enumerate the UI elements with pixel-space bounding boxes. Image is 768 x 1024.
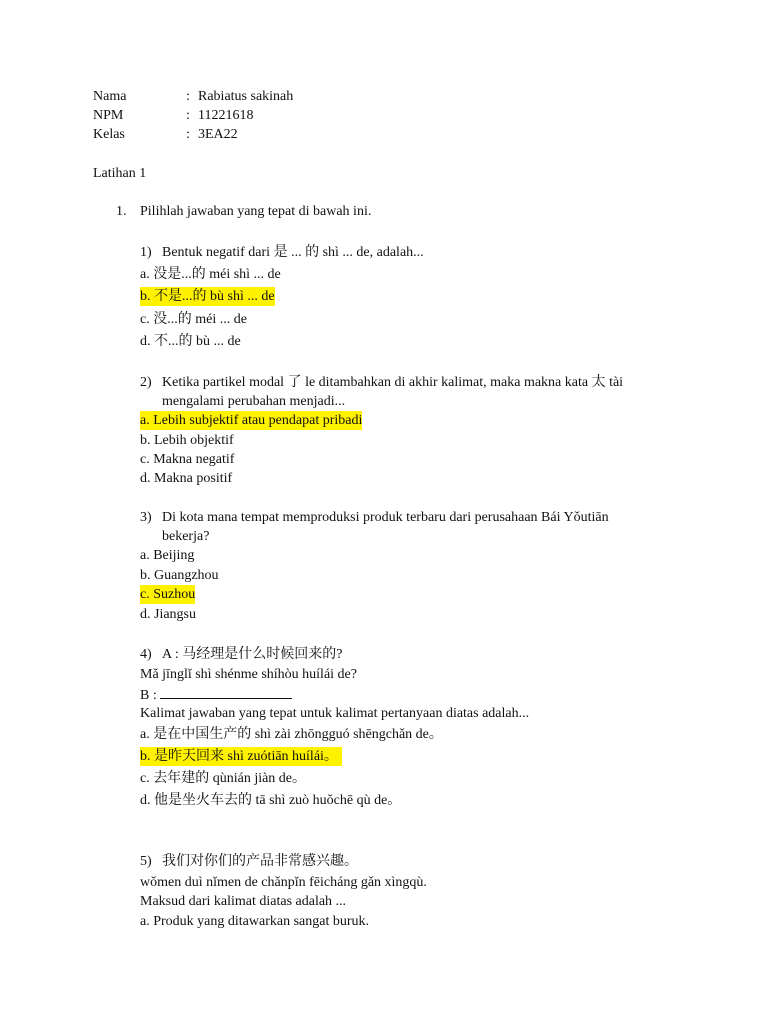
option-b: b. Lebih objektif (140, 433, 234, 448)
option-d: d. Jiangsu (140, 607, 196, 622)
question-text-line-2: bekerja? (162, 529, 210, 544)
option-a-highlighted: a. Lebih subjektif atau pendapat pribadi (140, 413, 363, 428)
question-pinyin: wǒmen duì nǐmen de chǎnpǐn fēicháng gǎn xìngqù. (140, 875, 427, 890)
header-label-npm: NPM (93, 108, 124, 123)
header-colon: : (186, 127, 190, 142)
question-prompt: Kalimat jawaban yang tepat untuk kalimat pertanyaan diatas adalah... (140, 706, 530, 721)
question-number: 1) (140, 245, 152, 260)
question-number: 3) (140, 510, 152, 525)
question-text-line-2: mengalami perubahan menjadi... (162, 394, 346, 409)
question-text-line-1: Di kota mana tempat memproduksi produk terbaru dari perusahaan Bái Yǒutiān (162, 510, 609, 525)
option-c-highlighted: c. Suzhou (140, 587, 196, 602)
dialog-speaker-b (140, 685, 292, 705)
question-number: 4) (140, 647, 152, 662)
header-value-nama: Rabiatus sakinah (198, 89, 294, 104)
dialog-speaker-a: A : 马经理是什么时候回来的? (162, 647, 343, 662)
instruction-text: Pilihlah jawaban yang tepat di bawah ini. (140, 204, 372, 219)
option-d: d. 他是坐火车去的 tā shì zuò huǒchē qù de。 (140, 793, 402, 808)
question-number: 2) (140, 375, 152, 390)
question-text-line-1: Ketika partikel modal 了 le ditambahkan di akhir kalimat, maka makna kata 太 tài (162, 375, 624, 390)
option-b: b. Guangzhou (140, 568, 219, 583)
option-c: c. 没...的 méi ... de (140, 312, 247, 327)
question-text: Bentuk negatif dari 是 ... 的 shì ... de, adalah... (162, 245, 424, 260)
header-colon: : (186, 89, 190, 104)
option-b-highlighted: b. 是昨天回来 shì zuótiān huílái。 (140, 747, 342, 766)
option-d: d. 不...的 bù ... de (140, 334, 241, 349)
question-prompt: Maksud dari kalimat diatas adalah ... (140, 894, 347, 909)
header-label-nama: Nama (93, 89, 127, 104)
option-b-highlighted: b. 不是...的 bù shì ... de (140, 289, 275, 304)
header-value-kelas: 3EA22 (198, 127, 238, 142)
instruction-number: 1. (116, 204, 127, 219)
header-colon: : (186, 108, 190, 123)
option-a: a. 是在中国生产的 shì zài zhōngguó shēngchǎn de。 (140, 727, 443, 742)
question-text: 我们对你们的产品非常感兴趣。 (162, 854, 358, 869)
option-a: a. Produk yang ditawarkan sangat buruk. (140, 914, 369, 929)
header-label-kelas: Kelas (93, 127, 125, 142)
question-number: 5) (140, 854, 152, 869)
option-d: d. Makna positif (140, 471, 233, 486)
option-c: c. 去年建的 qùnián jiàn de。 (140, 771, 307, 786)
answer-blank (160, 685, 292, 699)
dialog-pinyin: Mǎ jīnglǐ shì shénme shíhòu huílái de? (140, 667, 357, 682)
header-value-npm: 11221618 (198, 108, 254, 123)
option-a: a. 没是...的 méi shì ... de (140, 267, 281, 282)
section-title: Latihan 1 (93, 166, 147, 181)
option-c: c. Makna negatif (140, 452, 235, 467)
option-a: a. Beijing (140, 548, 195, 563)
speaker-b-label: B : (140, 688, 157, 703)
